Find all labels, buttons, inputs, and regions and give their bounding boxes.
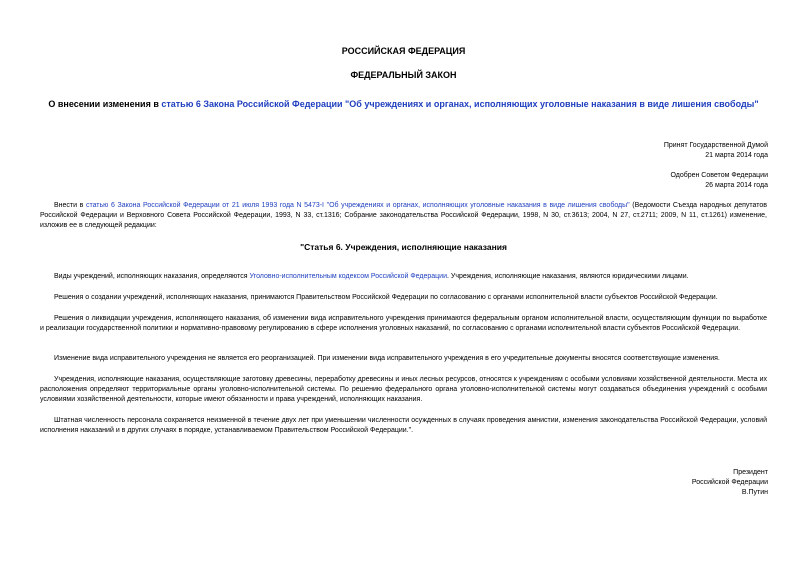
law-title-prefix: О внесении изменения в — [48, 99, 162, 109]
paragraph-creation: Решения о создании учреждений, исполняющих наказания, принимаются Правительством Российской Федерации по согласованию с органами исполнительной власти субъектов Российской Федерации. — [54, 294, 718, 301]
paragraph-liquidation: Решения о ликвидации учреждения, исполняющего наказания, об изменении вида исправительного учреждения принимаются федеральным органом исполнительной власти, осуществляющим функции по выработке и реализации государственной политики и нормативно-правовому регулированию в сфере исполнения уголовных наказаний, по согласованию с органами исполнительной власти субъектов Российской Федерации. — [40, 315, 767, 332]
paragraph-types-prefix: Виды учреждений, исполняющих наказания, определяются — [54, 273, 250, 280]
intro-prefix: Внести в — [54, 202, 86, 209]
law-title — [40, 99, 767, 110]
intro-suffix: (Ведомости Съезда народных депутатов Российской Федерации и Верховного Совета Российской Федерации, 1993, N 33, ст.1316; Собрание законодательства Российской Федерации, 1998, N 30, ст.3613; 2004, N 27, ст.2711; 2009, N 11, ст.1261) изменение, изложив ее в следующей редакции: — [40, 202, 767, 229]
signature-name: В.Путин — [741, 489, 768, 496]
penal-code-link[interactable]: Уголовно-исполнительным кодексом Российской Федерации — [249, 273, 447, 280]
paragraph-staffing: Штатная численность персонала сохраняется неизменной в течение двух лет при уменьшении численности осужденных в случаях проведения амнистии, изменения законодательства Российской Федерации, условий исполнения наказаний и в других случаях в порядке, устанавливаемом Правительством Российской Федерации.". — [40, 417, 767, 434]
council-approval-label: Одобрен Советом Федерации — [670, 172, 768, 179]
paragraph-type-change: Изменение вида исправительного учреждения не является его реорганизацией. При изменении вида исправительного учреждения в его учредительные документы вносятся соответствующие изменения. — [54, 355, 720, 362]
article-title: "Статья 6. Учреждения, исполняющие наказания — [300, 242, 507, 252]
duma-adoption-date: 21 марта 2014 года — [705, 152, 768, 159]
paragraph-types — [40, 272, 767, 282]
duma-adoption-label: Принят Государственной Думой — [663, 142, 768, 149]
paragraph-special-conditions: Учреждения, исполняющие наказания, осуществляющие заготовку древесины, переработку древесины и иных лесных ресурсов, относятся к учреждениям с особыми условиями хозяйственной деятельности. Места их расположения определяют территориальные органы уголовно-исполнительной системы. По решению федерального органа уголовно-исполнительной системы могут создаваться объединения учреждений с особыми условиями хозяйственной деятельности, которые имеют обязанности и права учреждений, исполняющих наказания. — [40, 376, 767, 403]
paragraph-types-suffix: . Учреждения, исполняющие наказания, являются юридическими лицами. — [447, 273, 689, 280]
signature-block — [692, 468, 768, 498]
council-approval — [670, 171, 768, 191]
intro-paragraph — [40, 201, 767, 231]
country-heading: РОССИЙСКАЯ ФЕДЕРАЦИЯ — [341, 46, 466, 56]
intro-law-link[interactable]: статью 6 Закона Российской Федерации от 21 июля 1993 года N 5473-I "Об учреждениях и органах, исполняющих уголовные наказания в виде лишения свободы" — [85, 202, 630, 209]
signature-country: Российской Федерации — [691, 479, 768, 486]
council-approval-date: 26 марта 2014 года — [705, 182, 768, 189]
duma-adoption — [664, 141, 768, 161]
law-title-article-link[interactable]: статью 6 Закона Российской Федерации "Об учреждениях и органах, исполняющих уголовные наказания в виде лишения свободы" — [161, 99, 759, 109]
document-type-heading: ФЕДЕРАЛЬНЫЙ ЗАКОН — [350, 70, 457, 80]
signature-title: Президент — [733, 469, 768, 476]
